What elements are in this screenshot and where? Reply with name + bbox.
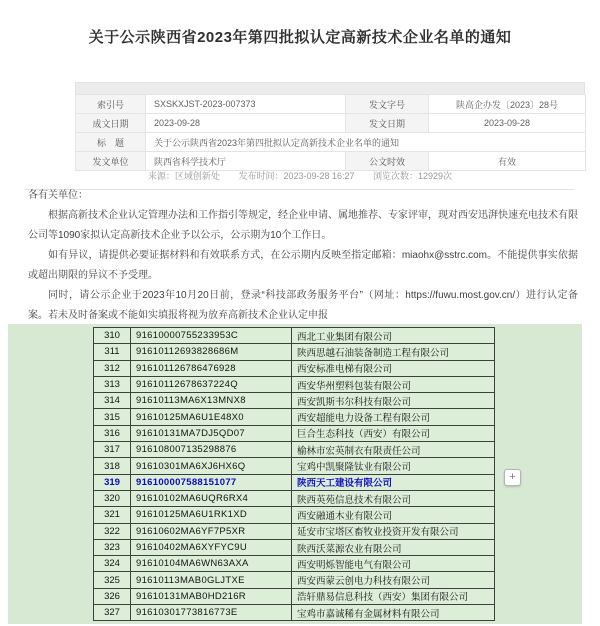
credit-code-cell: 91610402MA6XYFYC9U (131, 539, 292, 555)
company-name-cell: 西安西蒙云创电力科技有限公司 (292, 572, 495, 588)
row-number-cell: 316 (94, 425, 131, 441)
credit-code-cell: 91610000755233953C (131, 328, 292, 344)
document-meta-table (75, 82, 585, 171)
salutation: 各有关单位： (28, 190, 88, 201)
company-name-cell: 巨合生态科技（西安）有限公司 (292, 425, 495, 441)
paragraph-3: 同时，请公示企业于2023年10月20日前，登录“科技部政务服务平台”（网址：https://fuwu.most.gov.cn/）进行认定备案。若未及时备案或不能如实填报将视为放弃高新技术企业认定申报 (28, 290, 578, 321)
row-number-cell: 322 (94, 523, 131, 539)
credit-code-cell: 91610131MA7DJ5QD07 (131, 425, 292, 441)
meta-value-date-issued: 2023-09-28 (429, 114, 586, 133)
company-name-cell: 宝鸡市嘉诚稀有金属材料有限公司 (292, 605, 495, 621)
credit-code-cell: 91610104MA6WN63AXA (131, 556, 292, 572)
zoom-in-button[interactable]: + (504, 469, 521, 486)
credit-code-cell: 91610112678637224Q (131, 376, 292, 392)
row-number-cell: 314 (94, 393, 131, 409)
credit-code-cell: 91610102MA6UQR6RX4 (131, 490, 292, 506)
company-table (93, 327, 495, 621)
credit-code-cell: 91610602MA6YF7P5XR (131, 523, 292, 539)
paragraph-2: 如有异议，请提供必要证据材料和有效联系方式，在公示期内反映至指定邮箱：miaohx@sstrc.com。不能提供事实依据或超出期限的异议不予受理。 (28, 250, 578, 281)
table-row (94, 376, 495, 392)
table-row (94, 539, 495, 555)
credit-code-cell: 916100007588151077 (131, 474, 292, 490)
credit-code-cell: 91610301773816773E (131, 605, 292, 621)
company-name-cell: 宝鸡中凯聚隆钛业有限公司 (292, 458, 495, 474)
row-number-cell: 321 (94, 507, 131, 523)
meta-row-title (76, 133, 586, 152)
credit-code-cell: 91610112693828686M (131, 344, 292, 360)
credit-code-cell: 91610113MAB0GLJTXE (131, 572, 292, 588)
table-row (94, 474, 495, 490)
row-number-cell: 323 (94, 539, 131, 555)
meta-label-validity: 公文时效 (346, 152, 429, 171)
publish-time: 发布时间：2023-09-28 16:27 (238, 171, 355, 181)
company-name-cell: 西安华州塑料包装有限公司 (292, 376, 495, 392)
row-number-cell: 319 (94, 474, 131, 490)
credit-code-cell: 91610301MA6XJ6HX6Q (131, 458, 292, 474)
meta-label-doc-number: 发文字号 (346, 95, 429, 114)
company-name-cell: 陕西天工建设有限公司 (292, 474, 495, 490)
company-name-cell: 榆林市宏英制衣有限责任公司 (292, 442, 495, 458)
company-table-body (94, 328, 495, 621)
company-name-cell: 西北工业集团有限公司 (292, 328, 495, 344)
meta-value-issuer: 陕西省科学技术厅 (146, 152, 346, 171)
row-number-cell: 326 (94, 588, 131, 604)
row-number-cell: 327 (94, 605, 131, 621)
row-number-cell: 315 (94, 409, 131, 425)
table-row (94, 556, 495, 572)
table-row (94, 328, 495, 344)
company-name-cell: 陕西英苑信息技术有限公司 (292, 490, 495, 506)
row-number-cell: 311 (94, 344, 131, 360)
table-row (94, 605, 495, 621)
table-row (94, 344, 495, 360)
credit-code-cell: 916108007135298876 (131, 442, 292, 458)
meta-row-dates (76, 114, 586, 133)
company-name-cell: 西安融通木业有限公司 (292, 507, 495, 523)
table-row (94, 588, 495, 604)
row-number-cell: 325 (94, 572, 131, 588)
meta-table-top-strip (75, 82, 585, 94)
company-name-cell: 陕西思越石油装备制造工程有限公司 (292, 344, 495, 360)
meta-value-validity: 有效 (429, 152, 586, 171)
table-row (94, 442, 495, 458)
table-row (94, 523, 495, 539)
meta-row-issuer (76, 152, 586, 171)
company-name-cell: 延安市宝塔区畜牧业投资开发有限公司 (292, 523, 495, 539)
row-number-cell: 317 (94, 442, 131, 458)
paragraph-1: 根据高新技术企业认定管理办法和工作指引等规定，经企业申请、属地推荐、专家评审，现对西安迅湃快速充电技术有限公司等1090家拟认定高新技术企业予以公示，公示期为10个工作日。 (28, 210, 578, 241)
meta-value-doc-number: 陕高企办发〔2023〕28号 (429, 95, 586, 114)
company-name-cell: 西安明烁智能电气有限公司 (292, 556, 495, 572)
company-table-panel (8, 324, 582, 624)
credit-code-cell: 916101126786476928 (131, 360, 292, 376)
source-origin: 来源：区域创新处 (147, 171, 220, 181)
meta-row-index (76, 95, 586, 114)
meta-label-date-written: 成文日期 (76, 114, 146, 133)
company-name-cell: 陕西沃菜源农业有限公司 (292, 539, 495, 555)
row-number-cell: 312 (94, 360, 131, 376)
meta-value-date-written: 2023-09-28 (146, 114, 346, 133)
table-row (94, 393, 495, 409)
credit-code-cell: 91610125MA6U1RK1XD (131, 507, 292, 523)
meta-label-title: 标 题 (76, 133, 146, 152)
notice-body (28, 186, 578, 326)
page-title: 关于公示陕西省2023年第四批拟认定高新技术企业名单的通知 (88, 29, 512, 46)
table-row (94, 458, 495, 474)
company-name-cell: 西安标准电梯有限公司 (292, 360, 495, 376)
table-row (94, 507, 495, 523)
meta-label-issuer: 发文单位 (76, 152, 146, 171)
credit-code-cell: 91610125MA6U1E48X0 (131, 409, 292, 425)
table-row (94, 490, 495, 506)
credit-code-cell: 91610113MA6X13MNX8 (131, 393, 292, 409)
row-number-cell: 324 (94, 556, 131, 572)
row-number-cell: 320 (94, 490, 131, 506)
meta-label-index: 索引号 (76, 95, 146, 114)
company-name-cell: 西安超能电力设备工程有限公司 (292, 409, 495, 425)
row-number-cell: 318 (94, 458, 131, 474)
company-name-cell: 西安凯斯韦尔科技有限公司 (292, 393, 495, 409)
table-row (94, 425, 495, 441)
credit-code-cell: 91610131MAB0HD216R (131, 588, 292, 604)
view-count: 浏览次数：12929次 (373, 171, 453, 181)
row-number-cell: 313 (94, 376, 131, 392)
company-name-cell: 浩轩鼎易信息科技（西安）集团有限公司 (292, 588, 495, 604)
row-number-cell: 310 (94, 328, 131, 344)
table-row (94, 360, 495, 376)
meta-value-index: SXSKXJST-2023-007373 (146, 95, 346, 114)
meta-label-date-issued: 发文日期 (346, 114, 429, 133)
meta-value-title: 关于公示陕西省2023年第四批拟认定高新技术企业名单的通知 (146, 133, 586, 152)
table-row (94, 409, 495, 425)
table-row (94, 572, 495, 588)
